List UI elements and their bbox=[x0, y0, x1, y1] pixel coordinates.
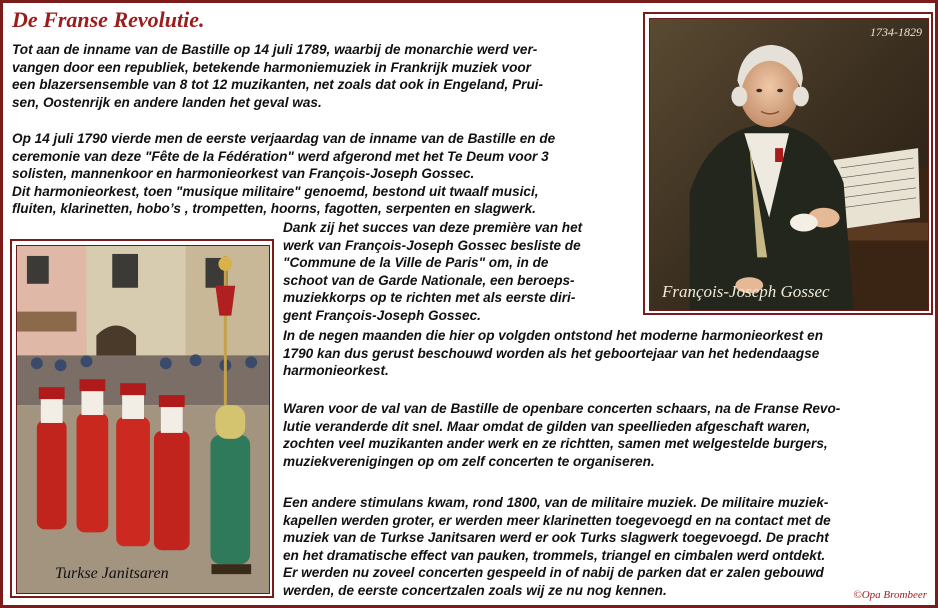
paragraph-line: werden, de eerste concertzalen zoals wij ze nu nog kennen. bbox=[283, 582, 667, 598]
portrait-caption: François-Joseph Gossec bbox=[662, 282, 830, 301]
paragraph-line: vangen door een republiek, betekende harmoniemuziek in Frankrijk muziek voor bbox=[12, 59, 531, 75]
paragraph-line: werk van François-Joseph Gossec besliste de bbox=[283, 237, 581, 253]
paragraph-line: Dank zij het succes van deze première van het bbox=[283, 220, 583, 235]
paragraph-line: lutie veranderde dit snel. Maar omdat de gilden van speellieden afgeschaft waren, bbox=[283, 418, 811, 434]
paragraph-line: schoot van de Garde Nationale, een beroeps- bbox=[283, 272, 575, 288]
paragraph-line: Tot aan de inname van de Bastille op 14 juli 1789, waarbij de monarchie werd ver- bbox=[12, 42, 538, 57]
paragraph-line: muziekkorps op te richten met als eerste diri- bbox=[283, 290, 576, 305]
portrait-painting bbox=[650, 19, 928, 310]
photo-janissaries bbox=[16, 245, 270, 594]
portrait-gossec bbox=[649, 18, 929, 311]
paragraph-line: ceremonie van deze "Fête de la Fédération" werd afgerond met het Te Deum voor 3 bbox=[12, 148, 549, 164]
paragraph-line: Dit harmonieorkest, toen "musique militaire" genoemd, bestond uit twaalf musici, bbox=[12, 183, 539, 199]
paragraph-line: en het dramatische effect van pauken, trommels, triangel en cimbalen werd ontdekt. bbox=[283, 547, 826, 563]
janissaries-photo bbox=[17, 246, 269, 593]
paragraph-6 bbox=[283, 494, 831, 599]
paragraph-line: "Commune de la Ville de Paris" om, in de bbox=[283, 255, 549, 270]
portrait-frame bbox=[643, 12, 933, 315]
paragraph-line: Een andere stimulans kwam, rond 1800, van de militaire muziek. De militaire muziek- bbox=[283, 495, 829, 510]
paragraph-line: harmonieorkest. bbox=[283, 363, 389, 378]
paragraph-line: 1790 kan dus gerust beschouwd worden als het geboortejaar van het hedendaagse bbox=[283, 345, 820, 361]
paragraph-line: In de negen maanden die hier op volgden ontstond het moderne harmonieorkest en bbox=[283, 328, 824, 343]
portrait-years: 1734-1829 bbox=[870, 25, 922, 39]
paragraph-line: kapellen werden groter, er werden meer klarinetten toegevoegd en na contact met de bbox=[283, 512, 831, 528]
photo-caption: Turkse Janitsaren bbox=[55, 565, 169, 582]
paragraph-line: Er werden nu zoveel concerten gespeeld in of nabij de parken dat er zalen gebouwd bbox=[283, 565, 824, 580]
paragraph-line: muziekverenigingen op om zelf concerten te organiseren. bbox=[283, 453, 655, 469]
paragraph-line: een blazersensemble van 8 tot 12 muzikanten, net zoals dat ook in Engeland, Prui- bbox=[12, 77, 544, 92]
paragraph-line: zochten veel muzikanten ander werk en ze richtten, samen met welgestelde burgers, bbox=[283, 436, 828, 451]
paragraph-line: Waren voor de val van de Bastille de openbare concerten schaars, na de Franse Revo- bbox=[283, 401, 841, 416]
page-title: De Franse Revolutie. bbox=[12, 7, 205, 32]
paragraph-line: solisten, mannenkoor en harmonieorkest van François-Joseph Gossec. bbox=[12, 166, 475, 181]
paragraph-line: sen, Oostenrijk en andere landen het geval was. bbox=[12, 94, 322, 110]
paragraph-line: Op 14 juli 1790 vierde men de eerste verjaardag van de inname van de Bastille en de bbox=[12, 131, 556, 146]
paragraph-4 bbox=[283, 327, 823, 380]
paragraph-3 bbox=[283, 219, 582, 324]
photo-frame bbox=[10, 239, 274, 598]
paragraph-line: fluiten, klarinetten, hobo’s , trompetten, hoorns, fagotten, serpenten en slagwerk. bbox=[12, 201, 536, 216]
paragraph-1 bbox=[12, 41, 543, 111]
paragraph-line: gent François-Joseph Gossec. bbox=[283, 307, 481, 323]
paragraph-2 bbox=[12, 130, 555, 218]
paragraph-5 bbox=[283, 400, 840, 470]
copyright-text: ©Opa Brombeer bbox=[853, 589, 927, 601]
paragraph-line: muziek van de Turkse Janitsaren werd er ook Turks slagwerk toegevoegd. De pracht bbox=[283, 530, 829, 545]
